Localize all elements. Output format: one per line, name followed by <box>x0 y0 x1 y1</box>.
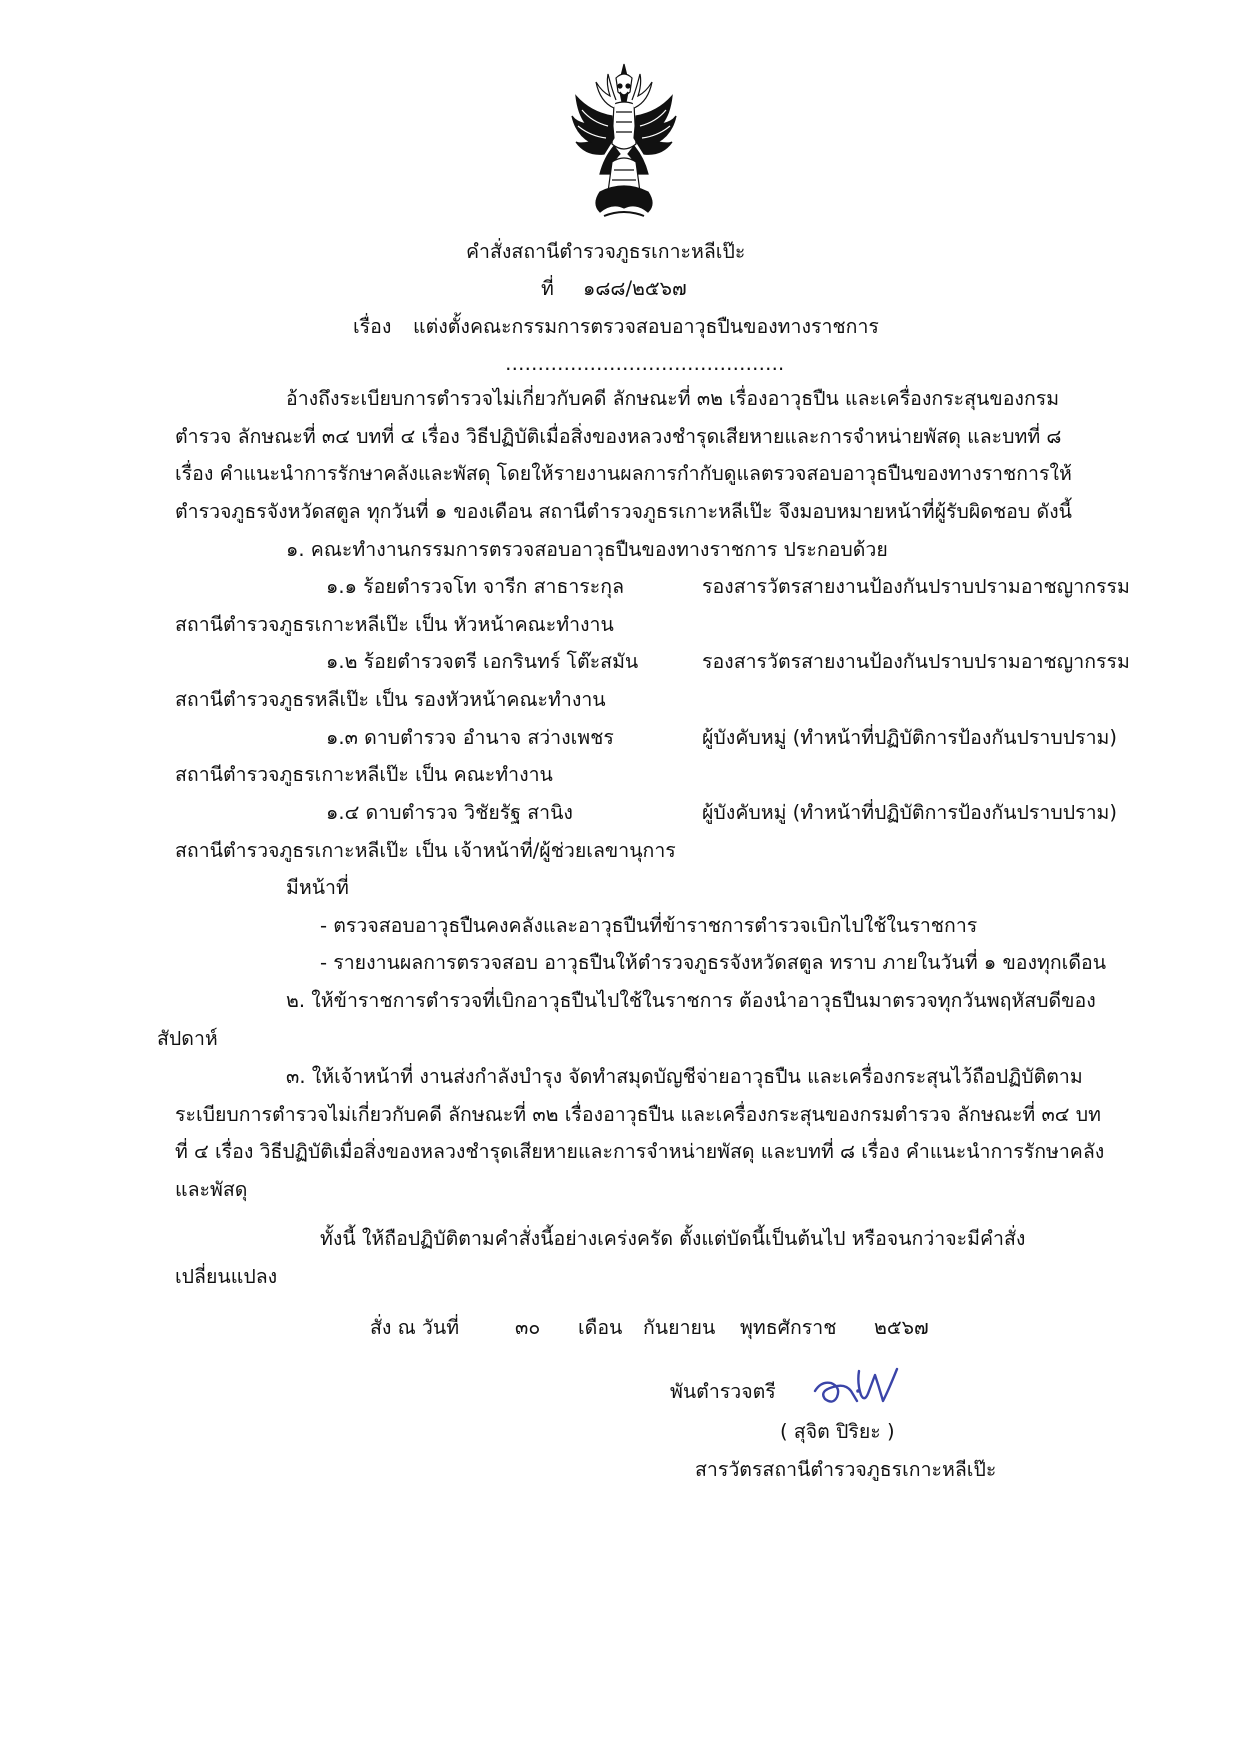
item-3-line-4: และพัสดุ <box>175 1178 248 1201</box>
date-month: กันยายน <box>643 1316 716 1339</box>
member-3-role: สถานีตำรวจภูธรเกาะหลีเป๊ะ เป็น คณะทำงาน <box>175 763 553 786</box>
member-4-role: สถานีตำรวจภูธรเกาะหลีเป๊ะ เป็น เจ้าหน้าที่/ผู้ช่วยเลขานุการ <box>175 839 676 862</box>
subject-label: เรื่อง <box>353 315 392 338</box>
reference-line-1: อ้างถึงระเบียบการตำรวจไม่เกี่ยวกับคดี ลักษณะที่ ๓๒ เรื่องอาวุธปืน และเครื่องกระสุนของกรม <box>286 387 1060 410</box>
date-month-label: เดือน <box>578 1316 623 1339</box>
member-4-position: ผู้บังคับหมู่ (ทำหน้าที่ปฏิบัติการป้องกันปราบปราม) <box>702 801 1117 824</box>
item-3-line-2: ระเบียบการตำรวจไม่เกี่ยวกับคดี ลักษณะที่ ๓๒ เรื่องอาวุธปืน และเครื่องกระสุนของกรมตำรวจ ลักษณะที่ ๓๔ บท <box>175 1103 1101 1126</box>
duty-heading: มีหน้าที่ <box>286 876 349 899</box>
signer-name: ( สุจิต ปิริยะ ) <box>780 1420 895 1443</box>
member-1-role: สถานีตำรวจภูธรเกาะหลีเป๊ะ เป็น หัวหน้าคณะทำงาน <box>175 613 614 636</box>
order-number: ๑๘๘/๒๕๖๗ <box>583 277 687 300</box>
closing-line-1: ทั้งนี้ ให้ถือปฏิบัติตามคำสั่งนี้อย่างเคร่งครัด ตั้งแต่บัดนี้เป็นต้นไป หรือจนกว่าจะมีคำสั่ง <box>320 1227 1026 1250</box>
order-number-label: ที่ <box>541 277 554 300</box>
member-2-role: สถานีตำรวจภูธรหลีเป๊ะ เป็น รองหัวหน้าคณะทำงาน <box>175 688 606 711</box>
member-2-position: รองสารวัตรสายงานป้องกันปราบปรามอาชญากรรม <box>702 650 1130 673</box>
order-title: คำสั่งสถานีตำรวจภูธรเกาะหลีเป๊ะ <box>466 240 746 263</box>
reference-line-4: ตำรวจภูธรจังหวัดสตูล ทุกวันที่ ๑ ของเดือน สถานีตำรวจภูธรเกาะหลีเป๊ะ จึงมอบหมายหน้าที่ผู้รับผิดชอบ ดังนี้ <box>175 500 1072 523</box>
garuda-emblem-icon <box>570 62 678 222</box>
item-3-line-3: ที่ ๔ เรื่อง วิธีปฏิบัติเมื่อสิ่งของหลวงชำรุดเสียหายและการจำหน่ายพัสดุ และบทที่ ๘ เรื่อง คำแนะนำการรักษาคลัง <box>175 1140 1105 1163</box>
member-1-position: รองสารวัตรสายงานป้องกันปราบปรามอาชญากรรม <box>702 575 1130 598</box>
date-year: ๒๕๖๗ <box>874 1316 929 1339</box>
member-3-position: ผู้บังคับหมู่ (ทำหน้าที่ปฏิบัติการป้องกันปราบปราม) <box>702 726 1117 749</box>
duty-2: - รายงานผลการตรวจสอบ อาวุธปืนให้ตำรวจภูธรจังหวัดสตูล ทราบ ภายในวันที่ ๑ ของทุกเดือน <box>320 951 1107 974</box>
member-4-name: ๑.๔ ดาบตำรวจ วิชัยรัฐ สานิง <box>326 801 573 824</box>
signer-rank: พันตำรวจตรี <box>670 1380 776 1403</box>
header-separator: ……………………………………. <box>505 352 785 375</box>
signer-position: สารวัตรสถานีตำรวจภูธรเกาะหลีเป๊ะ <box>695 1458 997 1481</box>
date-prefix: สั่ง ณ วันที่ <box>370 1316 460 1339</box>
item-2-line-2: สัปดาห์ <box>157 1027 218 1050</box>
duty-1: - ตรวจสอบอาวุธปืนคงคลังและอาวุธปืนที่ข้าราชการตำรวจเบิกไปใช้ในราชการ <box>320 914 978 937</box>
item-2-line-1: ๒. ให้ข้าราชการตำรวจที่เบิกอาวุธปืนไปใช้ในราชการ ต้องนำอาวุธปืนมาตรวจทุกวันพฤหัสบดีของ <box>286 989 1096 1012</box>
date-year-label: พุทธศักราช <box>740 1316 837 1339</box>
member-2-name: ๑.๒ ร้อยตำรวจตรี เอกรินทร์ โต๊ะสมัน <box>326 650 639 673</box>
reference-line-3: เรื่อง คำแนะนำการรักษาคลังและพัสดุ โดยให้รายงานผลการกำกับดูแลตรวจสอบอาวุธปืนของทางราชการให้ <box>175 462 1072 485</box>
member-1-name: ๑.๑ ร้อยตำรวจโท จารีก สาธาระกุล <box>326 575 625 598</box>
handwritten-signature <box>811 1361 901 1409</box>
closing-line-2: เปลี่ยนแปลง <box>175 1265 278 1288</box>
member-3-name: ๑.๓ ดาบตำรวจ อำนาจ สว่างเพชร <box>326 726 614 749</box>
item-3-line-1: ๓. ให้เจ้าหน้าที่ งานส่งกำลังบำรุง จัดทำสมุดบัญชีจ่ายอาวุธปืน และเครื่องกระสุนไว้ถือปฏิบัติตาม <box>286 1065 1083 1088</box>
item-1-heading: ๑. คณะทำงานกรรมการตรวจสอบอาวุธปืนของทางราชการ ประกอบด้วย <box>286 538 888 561</box>
date-day: ๓๐ <box>515 1316 541 1339</box>
subject-text: แต่งตั้งคณะกรรมการตรวจสอบอาวุธปืนของทางราชการ <box>413 315 879 338</box>
reference-line-2: ตำรวจ ลักษณะที่ ๓๔ บทที่ ๔ เรื่อง วิธีปฏิบัติเมื่อสิ่งของหลวงชำรุดเสียหายและการจำหน่ายพัสดุ และบทที่ ๘ <box>175 425 1062 448</box>
